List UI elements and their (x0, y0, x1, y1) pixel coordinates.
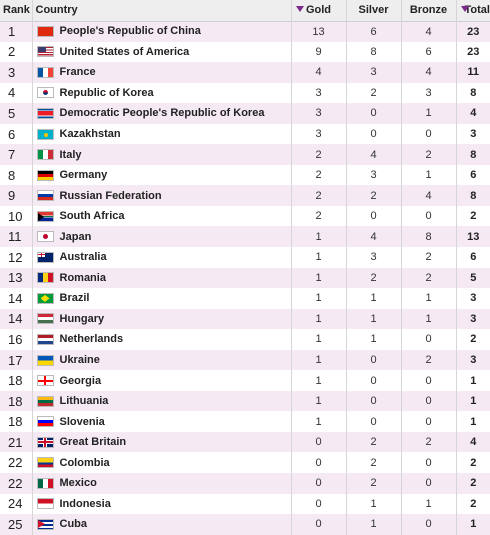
table-row[interactable] (0, 206, 490, 227)
rank-cell: 17 (0, 350, 32, 371)
country-cell (32, 83, 291, 104)
country-name[interactable]: Mexico (59, 477, 97, 490)
flag-icon (37, 46, 54, 57)
rank-cell: 18 (0, 370, 32, 391)
table-row[interactable] (0, 62, 490, 83)
country-cell (32, 124, 291, 145)
flag-icon (37, 457, 54, 468)
table-row[interactable] (0, 21, 490, 42)
bronze-count: 0 (401, 514, 456, 535)
rank-cell: 25 (0, 514, 32, 535)
flag-icon (37, 519, 54, 530)
silver-count: 1 (346, 514, 401, 535)
gold-count: 1 (291, 370, 346, 391)
silver-count: 2 (346, 452, 401, 473)
gold-count: 0 (291, 473, 346, 494)
table-row[interactable] (0, 432, 490, 453)
flag-icon (37, 355, 54, 366)
rank-cell: 3 (0, 62, 32, 83)
country-cell (32, 473, 291, 494)
bronze-count: 1 (401, 103, 456, 124)
gold-count: 1 (291, 391, 346, 412)
silver-count: 2 (346, 432, 401, 453)
silver-count: 0 (346, 411, 401, 432)
country-cell (32, 21, 291, 42)
flag-icon (37, 437, 54, 448)
total-count: 4 (470, 107, 477, 120)
gold-count: 2 (291, 206, 346, 227)
gold-count: 0 (291, 514, 346, 535)
flag-icon (37, 108, 54, 119)
country-cell (32, 494, 291, 515)
table-row[interactable] (0, 165, 490, 186)
bronze-count: 4 (401, 62, 456, 83)
country-cell (32, 309, 291, 330)
table-row[interactable] (0, 411, 490, 432)
silver-count: 3 (346, 165, 401, 186)
country-cell (32, 411, 291, 432)
country-name[interactable]: Great Britain (59, 436, 127, 449)
table-row[interactable] (0, 391, 490, 412)
gold-count: 2 (291, 144, 346, 165)
total-count: 1 (470, 518, 477, 531)
silver-count: 1 (346, 288, 401, 309)
rank-cell: 14 (0, 288, 32, 309)
bronze-count: 2 (401, 432, 456, 453)
country-cell (32, 514, 291, 535)
total-count: 2 (470, 497, 477, 510)
bronze-count: 0 (401, 411, 456, 432)
rank-cell: 8 (0, 165, 32, 186)
total-count: 1 (470, 374, 477, 387)
silver-count: 8 (346, 42, 401, 63)
country-cell (32, 185, 291, 206)
gold-count: 9 (291, 42, 346, 63)
table-row[interactable] (0, 494, 490, 515)
gold-count: 3 (291, 124, 346, 145)
rank-cell: 21 (0, 432, 32, 453)
gold-count: 1 (291, 350, 346, 371)
country-name[interactable]: Germany (59, 169, 108, 182)
table-row[interactable] (0, 370, 490, 391)
country-cell (32, 391, 291, 412)
table-row[interactable] (0, 309, 490, 330)
flag-icon (37, 87, 54, 98)
total-count: 3 (470, 312, 477, 325)
country-name[interactable]: Kazakhstan (59, 128, 121, 141)
total-count: 3 (470, 292, 477, 305)
rank-cell: 6 (0, 124, 32, 145)
gold-column-header[interactable] (291, 0, 346, 21)
table-row[interactable] (0, 452, 490, 473)
bronze-count: 2 (401, 247, 456, 268)
silver-count: 6 (346, 21, 401, 42)
flag-icon (37, 252, 54, 263)
rank-cell: 13 (0, 268, 32, 289)
silver-count: 1 (346, 309, 401, 330)
total-count: 3 (470, 354, 477, 367)
flag-icon (37, 231, 54, 242)
country-name[interactable]: Democratic People's Republic of Korea (59, 107, 265, 120)
silver-count: 0 (346, 103, 401, 124)
country-name[interactable]: Australia (59, 251, 107, 264)
rank-cell: 22 (0, 452, 32, 473)
gold-count: 1 (291, 288, 346, 309)
bronze-count: 0 (401, 206, 456, 227)
flag-icon (37, 211, 54, 222)
country-name[interactable]: Italy (59, 148, 82, 161)
country-cell (32, 268, 291, 289)
bronze-count: 1 (401, 309, 456, 330)
country-cell (32, 288, 291, 309)
total-count: 11 (467, 66, 480, 79)
total-count: 1 (470, 395, 477, 408)
country-cell (32, 206, 291, 227)
gold-count: 1 (291, 411, 346, 432)
bronze-count: 2 (401, 144, 456, 165)
table-row[interactable] (0, 247, 490, 268)
table-row[interactable] (0, 350, 490, 371)
rank-cell: 5 (0, 103, 32, 124)
bronze-count: 8 (401, 226, 456, 247)
rank-cell: 7 (0, 144, 32, 165)
flag-icon (37, 375, 54, 386)
total-count: 1 (470, 415, 477, 428)
gold-count: 3 (291, 83, 346, 104)
rank-cell: 12 (0, 247, 32, 268)
table-row[interactable] (0, 329, 490, 350)
table-row[interactable] (0, 473, 490, 494)
country-name[interactable]: Lithuania (59, 395, 109, 408)
total-count: 23 (467, 45, 480, 58)
table-row[interactable] (0, 268, 490, 289)
country-name[interactable]: Slovenia (59, 415, 105, 428)
country-name[interactable]: Indonesia (59, 497, 111, 510)
country-name[interactable]: Colombia (59, 456, 110, 469)
bronze-count: 6 (401, 42, 456, 63)
bronze-count: 1 (401, 165, 456, 186)
silver-count: 0 (346, 391, 401, 412)
rank-cell: 22 (0, 473, 32, 494)
table-row[interactable] (0, 124, 490, 145)
gold-count: 1 (291, 226, 346, 247)
country-name[interactable]: Cuba (59, 518, 87, 531)
total-count: 2 (470, 456, 477, 469)
gold-count: 1 (291, 247, 346, 268)
bronze-count: 2 (401, 350, 456, 371)
gold-count: 13 (291, 21, 346, 42)
country-name[interactable]: Japan (59, 230, 92, 243)
total-count: 6 (470, 251, 477, 264)
bronze-count: 0 (401, 391, 456, 412)
total-count: 13 (467, 230, 480, 243)
silver-count: 0 (346, 206, 401, 227)
bronze-count: 4 (401, 21, 456, 42)
flag-icon (37, 313, 54, 324)
country-cell (32, 350, 291, 371)
table-row[interactable] (0, 144, 490, 165)
bronze-column-header[interactable]: Bronze (401, 0, 456, 21)
table-row[interactable] (0, 83, 490, 104)
gold-count: 4 (291, 62, 346, 83)
bronze-count: 1 (401, 494, 456, 515)
silver-count: 3 (346, 247, 401, 268)
bronze-count: 3 (401, 83, 456, 104)
flag-icon (37, 190, 54, 201)
country-cell (32, 452, 291, 473)
total-count: 23 (467, 25, 480, 38)
bronze-count: 0 (401, 370, 456, 391)
rank-cell: 16 (0, 329, 32, 350)
gold-count: 3 (291, 103, 346, 124)
country-name[interactable]: Brazil (59, 292, 90, 305)
flag-icon (37, 26, 54, 37)
table-row[interactable] (0, 185, 490, 206)
rank-cell: 10 (0, 206, 32, 227)
total-count: 2 (470, 210, 477, 223)
country-name[interactable]: United States of America (59, 45, 190, 58)
flag-icon (37, 170, 54, 181)
total-count: 3 (470, 128, 477, 140)
gold-count: 1 (291, 309, 346, 330)
country-name[interactable]: People's Republic of China (59, 25, 201, 38)
rank-cell: 24 (0, 494, 32, 515)
silver-count: 0 (346, 370, 401, 391)
flag-icon (37, 129, 54, 140)
table-row[interactable] (0, 103, 490, 124)
rank-cell: 9 (0, 185, 32, 206)
medal-table-body (0, 21, 490, 535)
total-column-header[interactable] (456, 0, 490, 21)
flag-icon (37, 396, 54, 407)
total-count: 2 (470, 333, 477, 346)
country-name[interactable]: Ukraine (59, 354, 100, 367)
country-cell (32, 103, 291, 124)
rank-cell: 1 (0, 21, 32, 42)
total-count: 2 (470, 477, 477, 490)
rank-cell: 18 (0, 391, 32, 412)
flag-icon (37, 498, 54, 509)
bronze-count: 4 (401, 185, 456, 206)
country-name[interactable]: Georgia (59, 374, 102, 387)
gold-count: 2 (291, 165, 346, 186)
country-cell (32, 247, 291, 268)
rank-cell: 18 (0, 411, 32, 432)
rank-cell: 14 (0, 309, 32, 330)
silver-count: 4 (346, 144, 401, 165)
total-count: 6 (470, 169, 477, 182)
total-count: 8 (470, 148, 477, 161)
flag-icon (37, 272, 54, 283)
gold-header-label: Gold (305, 4, 332, 17)
total-count: 8 (470, 86, 477, 99)
table-row[interactable] (0, 288, 490, 309)
gold-count: 0 (291, 452, 346, 473)
country-name[interactable]: France (59, 66, 96, 79)
bronze-count: 2 (401, 268, 456, 289)
bronze-count: 0 (401, 124, 456, 145)
bronze-count: 0 (401, 452, 456, 473)
silver-count: 3 (346, 62, 401, 83)
country-name[interactable]: Hungary (59, 312, 105, 325)
rank-column-header[interactable]: Rank (0, 0, 32, 21)
bronze-count: 1 (401, 288, 456, 309)
total-count: 4 (470, 436, 477, 449)
country-cell (32, 226, 291, 247)
flag-icon (37, 478, 54, 489)
sort-desc-icon (296, 6, 304, 12)
total-count: 8 (470, 189, 477, 202)
gold-count: 2 (291, 185, 346, 206)
gold-count: 1 (291, 329, 346, 350)
rank-cell: 11 (0, 226, 32, 247)
country-name[interactable]: Romania (59, 271, 106, 284)
table-row[interactable] (0, 42, 490, 63)
flag-icon (37, 67, 54, 78)
rank-cell: 2 (0, 42, 32, 63)
country-name[interactable]: Russian Federation (59, 189, 162, 202)
silver-count: 2 (346, 83, 401, 104)
silver-column-header[interactable]: Silver (346, 0, 401, 21)
flag-icon (37, 416, 54, 427)
country-cell (32, 62, 291, 83)
silver-count: 0 (346, 350, 401, 371)
total-header-label: Total (464, 4, 490, 17)
country-cell (32, 144, 291, 165)
gold-count: 1 (291, 268, 346, 289)
flag-icon (37, 293, 54, 304)
silver-count: 1 (346, 494, 401, 515)
total-count: 5 (470, 271, 477, 284)
country-name[interactable]: Republic of Korea (59, 86, 154, 99)
country-column-header[interactable]: Country (32, 0, 291, 21)
silver-count: 1 (346, 329, 401, 350)
country-cell (32, 165, 291, 186)
bronze-count: 0 (401, 329, 456, 350)
flag-icon (37, 149, 54, 160)
bronze-count: 0 (401, 473, 456, 494)
silver-count: 4 (346, 226, 401, 247)
silver-count: 2 (346, 185, 401, 206)
silver-count: 2 (346, 268, 401, 289)
country-name[interactable]: South Africa (59, 210, 125, 223)
country-name[interactable]: Netherlands (59, 333, 124, 346)
country-cell (32, 432, 291, 453)
silver-count: 2 (346, 473, 401, 494)
silver-count: 0 (346, 124, 401, 145)
country-cell (32, 370, 291, 391)
gold-count: 0 (291, 432, 346, 453)
rank-cell: 4 (0, 83, 32, 104)
flag-icon (37, 334, 54, 345)
gold-count: 0 (291, 494, 346, 515)
table-row[interactable] (0, 226, 490, 247)
sort-desc-icon (461, 6, 469, 12)
table-row[interactable] (0, 514, 490, 535)
country-cell (32, 42, 291, 63)
country-cell (32, 329, 291, 350)
header-row (0, 0, 490, 21)
